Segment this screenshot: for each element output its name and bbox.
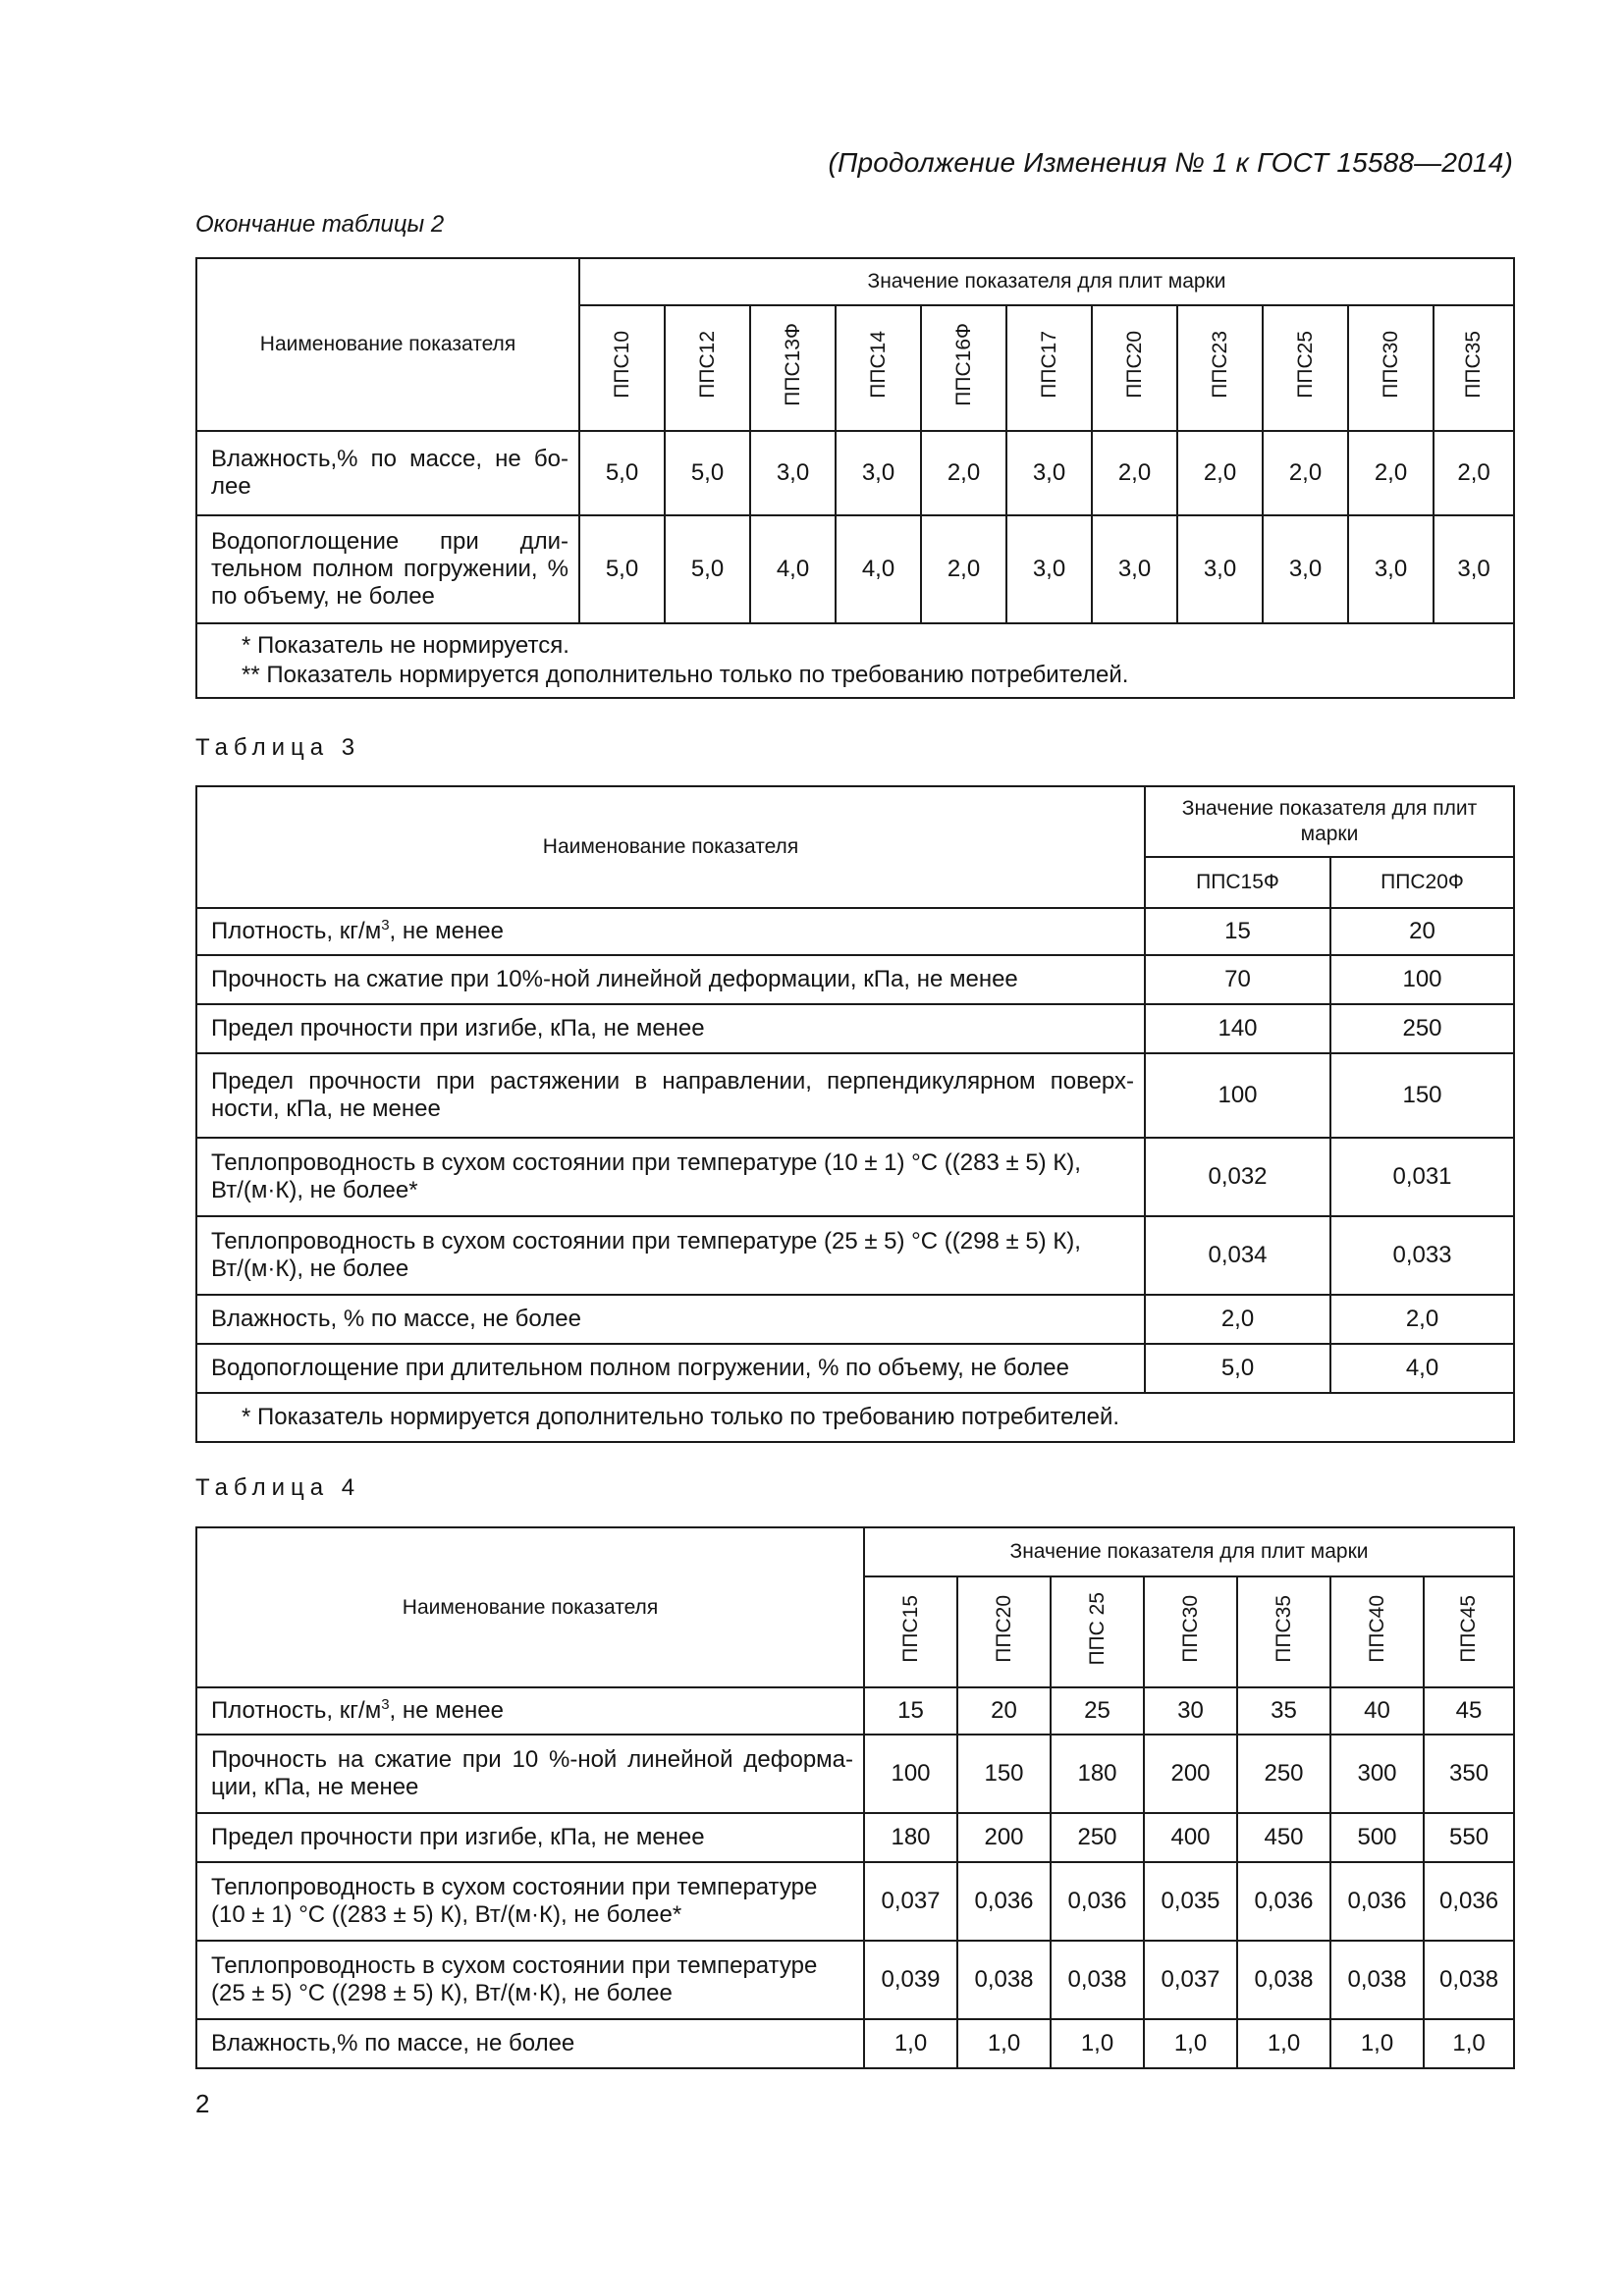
table4-name-header: Наименование показателя [196,1527,864,1687]
table2-cell: 2,0 [1263,431,1348,515]
table2-cell: 4,0 [836,515,921,623]
table-row [196,1138,1514,1216]
table4-cell: 0,038 [1424,1941,1514,2019]
table4-row-name: Влажность,% по массе, не более [196,2019,864,2068]
table2-caption: Окончание таблицы 2 [195,211,445,238]
table2-footnote-1: * Показатель не нормируется. [242,632,569,659]
table3-cell: 150 [1330,1053,1514,1138]
table3-brand: ППС15Ф [1145,857,1330,908]
table3-cell: 2,0 [1330,1295,1514,1344]
table2-cell: 3,0 [1006,515,1092,623]
table4-brand: ППС20 [992,1594,1015,1663]
table3-row-name: Предел прочности при изгибе, кПа, не менее [196,1004,1145,1053]
table2-brand: ППС35 [1462,331,1486,399]
table4-row-name: Плотность, $кг/м^3$, не менее [196,1687,864,1735]
table4-brand: ППС45 [1457,1594,1481,1663]
table-row [196,1735,1514,1813]
table4-brand: ППС40 [1365,1594,1388,1663]
table4-cell: 0,036 [1051,1862,1144,1941]
table4-cell: 15 [864,1687,957,1735]
table3-cell: 250 [1330,1004,1514,1053]
table4-caption: Таблица 4 [195,1474,361,1501]
table4-cell: 0,038 [1330,1941,1424,2019]
table2-cell: 5,0 [665,431,750,515]
table-row [196,515,1514,623]
table-row [196,1344,1514,1393]
table4 [195,1526,1515,2069]
table4-row-name: Прочность на сжатие при 10 %-ной линейной деформа- ции, кПа, не менее [196,1735,864,1813]
table3-cell: 2,0 [1145,1295,1330,1344]
table4-cell: 400 [1144,1813,1237,1862]
table2-cell: 4,0 [750,515,836,623]
table4-cell: 1,0 [957,2019,1051,2068]
table4-cell: 1,0 [864,2019,957,2068]
table4-cell: 0,036 [1330,1862,1424,1941]
table3-cell: 70 [1145,955,1330,1004]
table4-cell: 1,0 [1144,2019,1237,2068]
table4-cell: 300 [1330,1735,1424,1813]
table4-cell: 0,036 [1237,1862,1330,1941]
table4-cell: 0,037 [864,1862,957,1941]
table4-group-header: Значение показателя для плит марки [864,1527,1514,1576]
table4-cell: 1,0 [1330,2019,1424,2068]
table2-footnotes [196,623,1514,698]
table4-brand: ППС15 [898,1594,922,1663]
table2-row-name: Влажность,% по массе, не бо- лее [196,431,579,515]
table2-brand: ППС10 [610,331,633,399]
table4-row-name: Теплопроводность в сухом состоянии при температуре (25 ± 5) °С ((298 ± 5) К), Вт/(м·К), не более [196,1941,864,2019]
table2-brand: ППС25 [1293,331,1317,399]
table2-cell: 3,0 [1348,515,1434,623]
table-row [196,1862,1514,1941]
table4-cell: 0,038 [1051,1941,1144,2019]
table2-brand: ППС14 [866,331,890,399]
table4-cell: 40 [1330,1687,1424,1735]
table3-cell: 140 [1145,1004,1330,1053]
table2-brand: ППС17 [1037,331,1060,399]
table4-row-name: Предел прочности при изгибе, кПа, не менее [196,1813,864,1862]
table3-cell: 4,0 [1330,1344,1514,1393]
table3-cell: 5,0 [1145,1344,1330,1393]
table4-cell: 150 [957,1735,1051,1813]
table2-cell: 2,0 [921,431,1006,515]
table4-cell: 100 [864,1735,957,1813]
table4-cell: 450 [1237,1813,1330,1862]
table-row [196,1295,1514,1344]
table3-footnote: * Показатель нормируется дополнительно только по требованию потребителей. [196,1393,1514,1442]
table-row [196,1053,1514,1138]
table3-cell: 0,031 [1330,1138,1514,1216]
table4-cell: 0,038 [1237,1941,1330,2019]
table4-cell: 0,035 [1144,1862,1237,1941]
table4-cell: 1,0 [1424,2019,1514,2068]
table2-brand: ППС12 [695,331,719,399]
table2-cell: 2,0 [1177,431,1263,515]
table2-cell: 5,0 [579,515,665,623]
table2-brand: ППС13Ф [781,323,804,406]
table2-name-header: Наименование показателя [196,258,579,431]
table4-cell: 180 [1051,1735,1144,1813]
table2-cell: 2,0 [1092,431,1177,515]
table2-cell: 3,0 [1006,431,1092,515]
table3-cell: 100 [1145,1053,1330,1138]
table4-cell: 180 [864,1813,957,1862]
table4-cell: 200 [1144,1735,1237,1813]
table4-row-name: Теплопроводность в сухом состоянии при температуре (10 ± 1) °С ((283 ± 5) К), Вт/(м·К), не более* [196,1862,864,1941]
table4-cell: 550 [1424,1813,1514,1862]
table3-caption: Таблица 3 [195,734,361,761]
table-row [196,955,1514,1004]
table3-row-name: Влажность, % по массе, не более [196,1295,1145,1344]
table3-group-header: Значение показателя для плит марки [1145,786,1514,857]
table3-cell: 0,032 [1145,1138,1330,1216]
table2-brand: ППС30 [1379,331,1402,399]
table-row [196,908,1514,955]
table2-cell: 3,0 [1263,515,1348,623]
table3-brand: ППС20Ф [1330,857,1514,908]
table2-cell: 3,0 [1177,515,1263,623]
table2-cell: 3,0 [750,431,836,515]
table-row [196,1687,1514,1735]
document-continuation-header: (Продолжение Изменения № 1 к ГОСТ 15588—2014) [828,147,1513,178]
table3 [195,785,1515,1443]
table4-cell: 250 [1051,1813,1144,1862]
table-row [196,1813,1514,1862]
table-row [196,2019,1514,2068]
table3-cell: 0,034 [1145,1216,1330,1295]
table2-cell: 2,0 [1434,431,1514,515]
table4-cell: 1,0 [1237,2019,1330,2068]
table2-cell: 3,0 [836,431,921,515]
table4-cell: 45 [1424,1687,1514,1735]
table-row [196,1941,1514,2019]
table-row [196,431,1514,515]
table3-cell: 0,033 [1330,1216,1514,1295]
table4-brand: ППС30 [1178,1594,1202,1663]
table3-row-name: Прочность на сжатие при 10%-ной линейной деформации, кПа, не менее [196,955,1145,1004]
table-row [196,1216,1514,1295]
table2 [195,257,1515,699]
table-row [196,1004,1514,1053]
table3-cell: 20 [1330,908,1514,955]
table2-footnote-2: ** Показатель нормируется дополнительно только по требованию потребителей. [242,662,1129,688]
table2-brand: ППС20 [1122,331,1146,399]
table2-cell: 3,0 [1434,515,1514,623]
table2-cell: 5,0 [665,515,750,623]
table3-row-name: Плотность, $кг/м^3$, не менее [196,908,1145,955]
table2-brand: ППС16Ф [951,323,975,406]
table3-row-name: Теплопроводность в сухом состоянии при температуре (25 ± 5) °С ((298 ± 5) К), Вт/(м·К), не более [196,1216,1145,1295]
page-number: 2 [195,2089,210,2118]
table2-cell: 5,0 [579,431,665,515]
table4-cell: 0,039 [864,1941,957,2019]
table4-cell: 20 [957,1687,1051,1735]
table4-cell: 0,036 [1424,1862,1514,1941]
table3-cell: 100 [1330,955,1514,1004]
table4-brand: ППС 25 [1085,1591,1109,1666]
table4-cell: 1,0 [1051,2019,1144,2068]
table4-brand: ППС35 [1272,1594,1295,1663]
table4-cell: 0,038 [957,1941,1051,2019]
table4-cell: 200 [957,1813,1051,1862]
table3-row-name: Предел прочности при растяжении в направлении, перпендикулярном поверх- ности, кПа, не менее [196,1053,1145,1138]
table4-cell: 0,037 [1144,1941,1237,2019]
table4-cell: 350 [1424,1735,1514,1813]
table2-cell: 2,0 [1348,431,1434,515]
table4-cell: 250 [1237,1735,1330,1813]
table2-row-name: Водопоглощение при дли- тельном полном погружении, % по объему, не более [196,515,579,623]
table3-name-header: Наименование показателя [196,786,1145,908]
table2-brand: ППС23 [1208,331,1231,399]
table2-group-header: Значение показателя для плит марки [579,258,1514,305]
table4-cell: 0,036 [957,1862,1051,1941]
table4-cell: 25 [1051,1687,1144,1735]
table3-row-name: Водопоглощение при длительном полном погружении, % по объему, не более [196,1344,1145,1393]
table4-cell: 30 [1144,1687,1237,1735]
table4-cell: 35 [1237,1687,1330,1735]
table2-cell: 2,0 [921,515,1006,623]
table4-cell: 500 [1330,1813,1424,1862]
table3-row-name: Теплопроводность в сухом состоянии при температуре (10 ± 1) °С ((283 ± 5) К), Вт/(м·К), не более* [196,1138,1145,1216]
table2-cell: 3,0 [1092,515,1177,623]
table3-cell: 15 [1145,908,1330,955]
